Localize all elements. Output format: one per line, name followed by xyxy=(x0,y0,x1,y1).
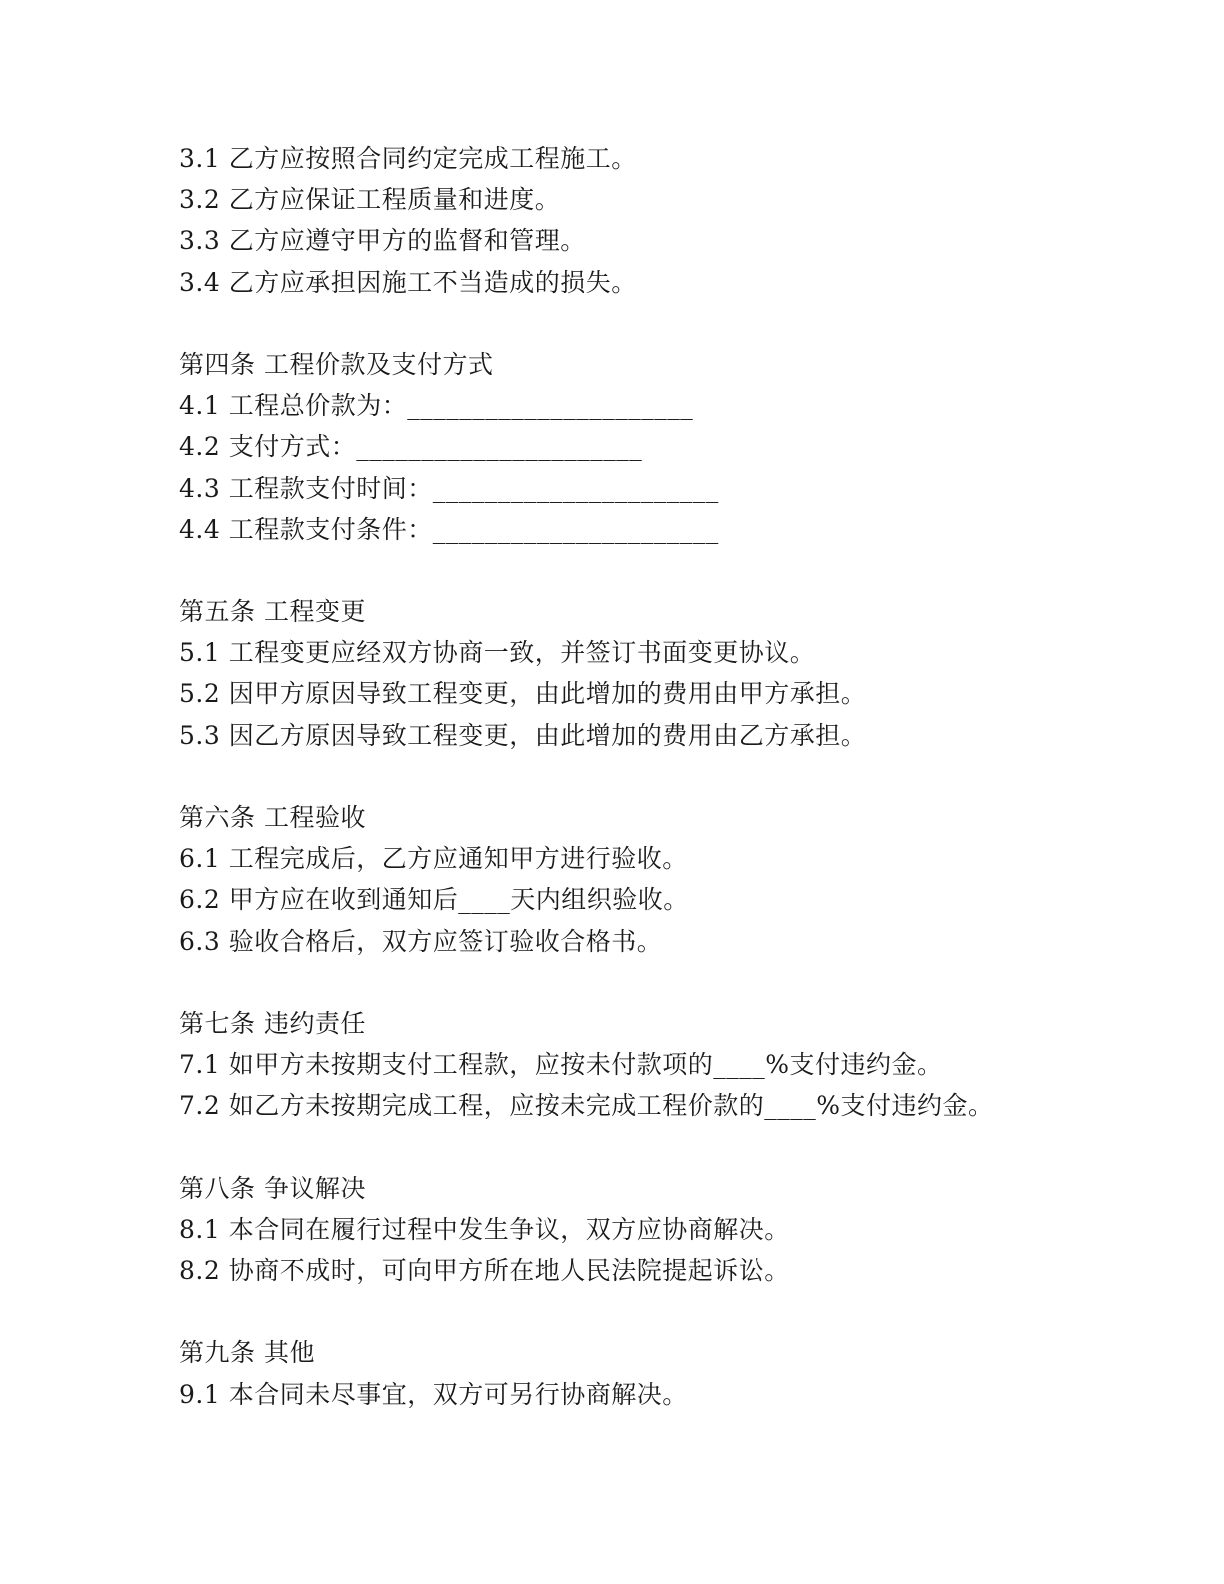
article-6-heading: 第六条 工程验收 xyxy=(179,803,366,832)
spacer xyxy=(179,1291,1119,1332)
clause-5-2: 5.2 因甲方原因导致工程变更，由此增加的费用由甲方承担。 xyxy=(179,679,867,709)
spacer xyxy=(179,756,1119,797)
clause-3-3: 3.3 乙方应遵守甲方的监督和管理。 xyxy=(179,226,586,256)
clause-3-4: 3.4 乙方应承担因施工不当造成的损失。 xyxy=(179,267,637,297)
clause-3-2: 3.2 乙方应保证工程质量和进度。 xyxy=(179,185,561,215)
clause-6-1: 6.1 工程完成后，乙方应通知甲方进行验收。 xyxy=(179,844,688,874)
clause-4-2: 4.2 支付方式：______________________ xyxy=(179,432,643,462)
clause-6-2: 6.2 甲方应在收到通知后____天内组织验收。 xyxy=(179,885,689,915)
spacer xyxy=(179,303,1119,344)
clause-8-1: 8.1 本合同在履行过程中发生争议，双方应协商解决。 xyxy=(179,1214,790,1244)
clause-5-3: 5.3 因乙方原因导致工程变更，由此增加的费用由乙方承担。 xyxy=(179,720,867,750)
article-4-heading: 第四条 工程价款及支付方式 xyxy=(179,349,494,379)
clause-4-4: 4.4 工程款支付条件：______________________ xyxy=(179,514,719,544)
spacer xyxy=(179,962,1119,1003)
clause-4-1: 4.1 工程总价款为：______________________ xyxy=(179,391,694,421)
article-9-heading: 第九条 其他 xyxy=(179,1338,315,1368)
clause-8-2: 8.2 协商不成时，可向甲方所在地人民法院提起诉讼。 xyxy=(179,1256,790,1286)
article-5-heading: 第五条 工程变更 xyxy=(179,597,366,627)
clause-3-1: 3.1 乙方应按照合同约定完成工程施工。 xyxy=(179,144,637,173)
clause-7-2: 7.2 如乙方未按期完成工程，应按未完成工程价款的____%支付违约金。 xyxy=(179,1091,994,1121)
clause-9-1: 9.1 本合同未尽事宜，双方可另行协商解决。 xyxy=(179,1379,688,1409)
spacer xyxy=(179,550,1119,591)
clause-6-3: 6.3 验收合格后，双方应签订验收合格书。 xyxy=(179,926,663,956)
clause-7-1: 7.1 如甲方未按期支付工程款，应按未付款项的____%支付违约金。 xyxy=(179,1050,943,1080)
spacer xyxy=(179,1127,1119,1168)
document-page xyxy=(179,138,1119,1415)
article-8-heading: 第八条 争议解决 xyxy=(179,1173,366,1203)
clause-5-1: 5.1 工程变更应经双方协商一致，并签订书面变更协议。 xyxy=(179,638,816,668)
article-7-heading: 第七条 违约责任 xyxy=(179,1008,366,1038)
clause-4-3: 4.3 工程款支付时间：______________________ xyxy=(179,473,719,503)
